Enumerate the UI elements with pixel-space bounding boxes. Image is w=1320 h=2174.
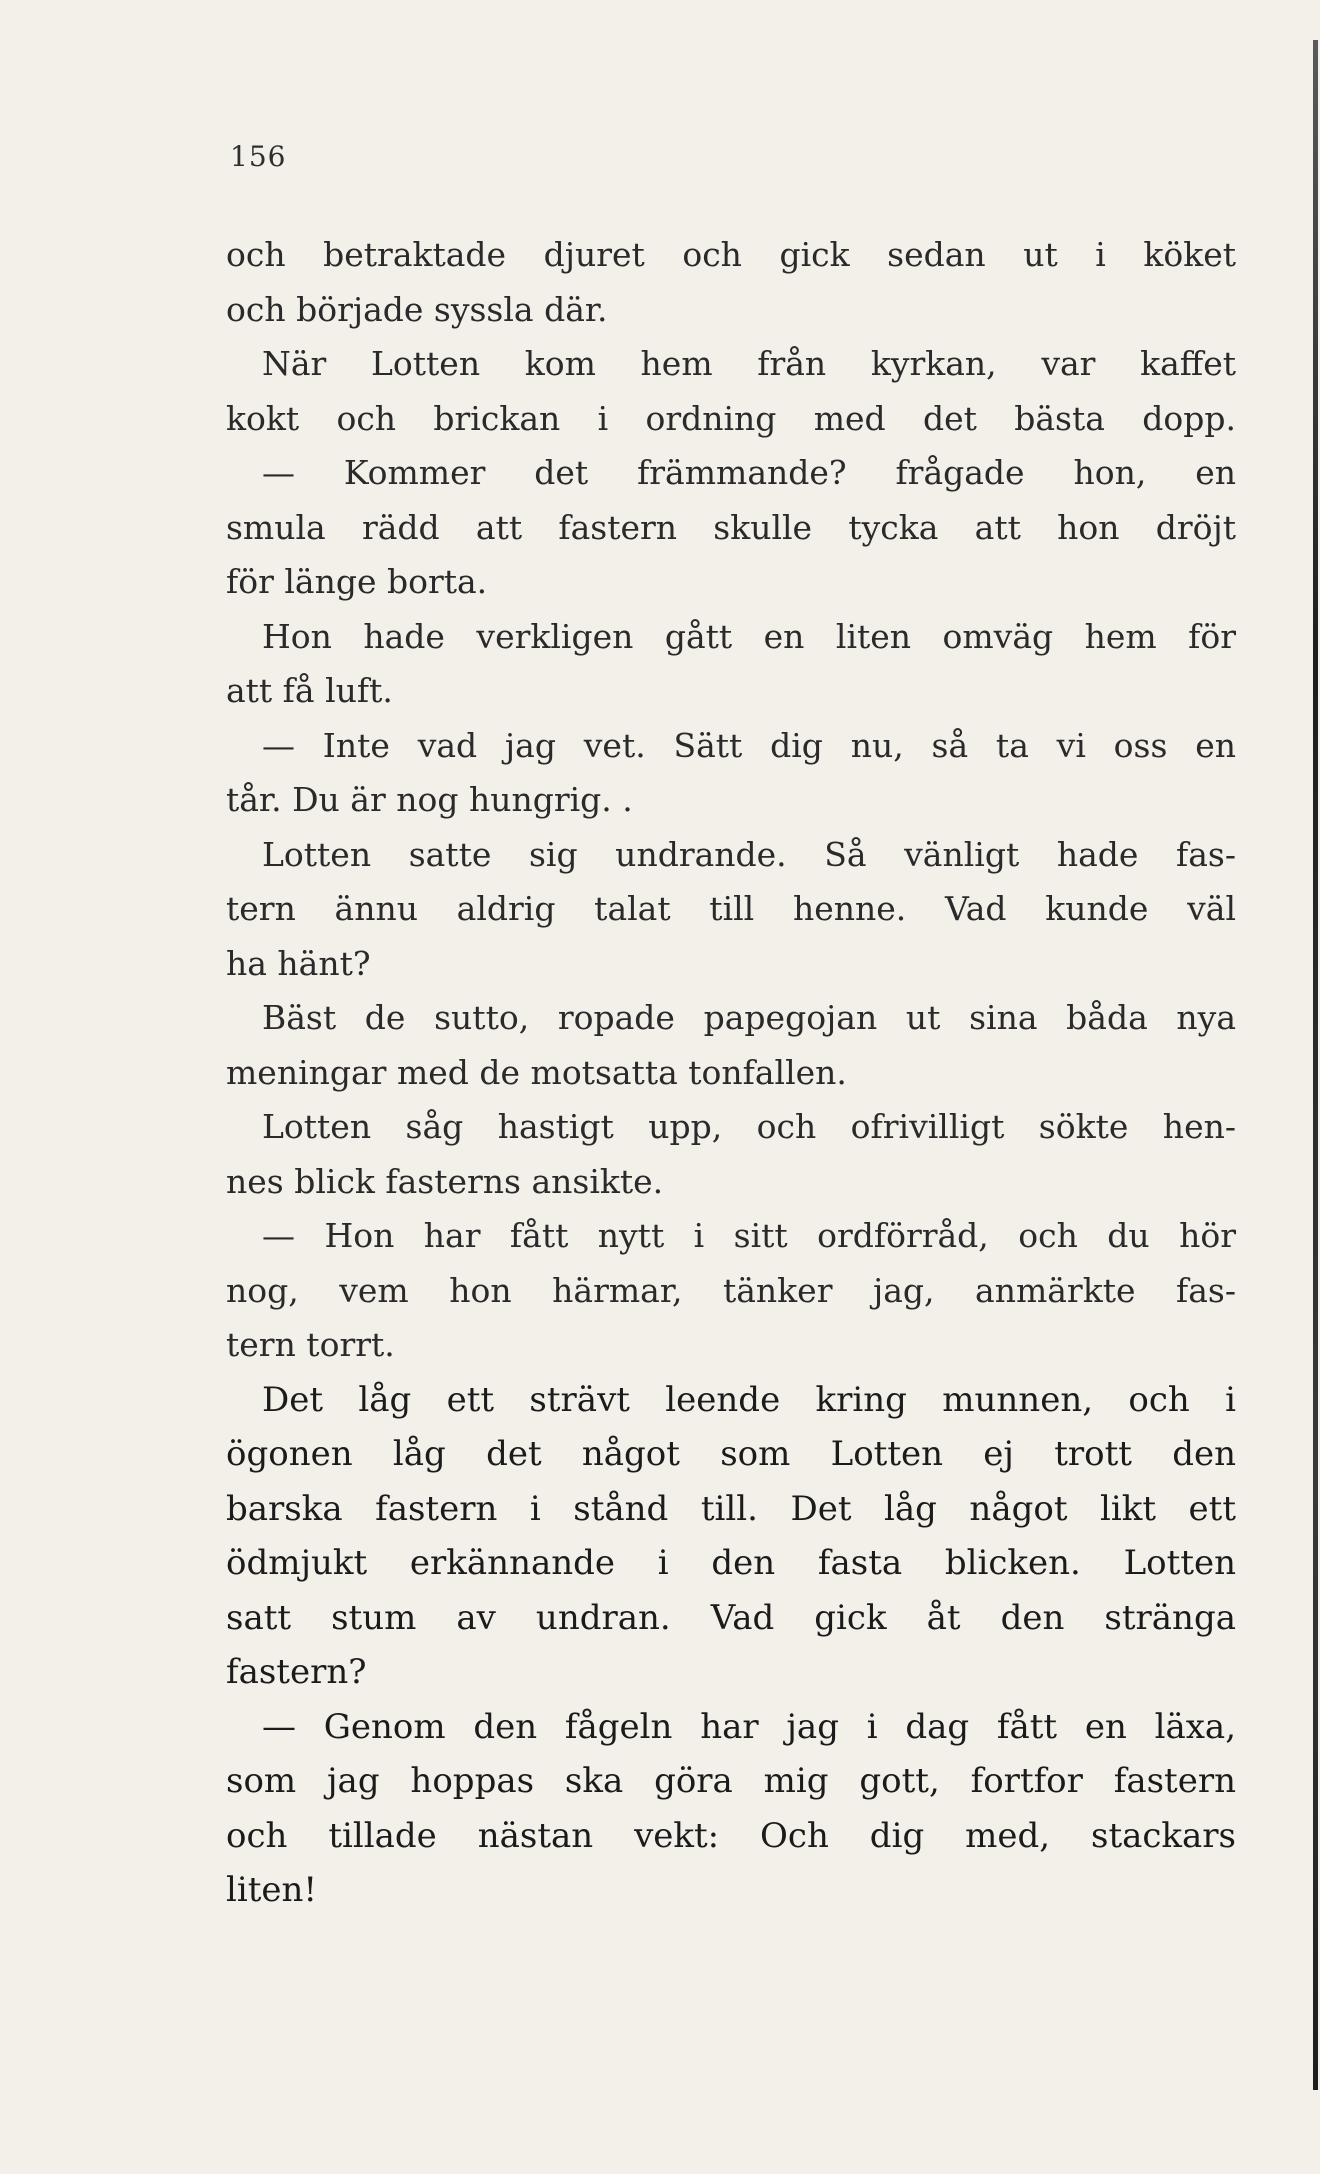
text-line: — Inte vad jag vet. Sätt dig nu, så ta vi oss en (262, 725, 1236, 765)
text-line: och betraktade djuret och gick sedan ut i köket (226, 235, 1236, 274)
text-line: och började syssla där. (226, 289, 608, 329)
text-line: Lotten satte sig undrande. Så vänligt hade fas- (262, 834, 1236, 874)
text-line: barska fastern i stånd till. Det låg något likt ett (226, 1488, 1236, 1529)
text-line: nes blick fasterns ansikte. (226, 1161, 664, 1201)
text-line: Bäst de sutto, ropade papegojan ut sina båda nya (262, 998, 1236, 1037)
text-line: ögonen låg det något som Lotten ej trott den (226, 1434, 1236, 1474)
text-line: Det låg ett strävt leende kring munnen, och i (262, 1379, 1236, 1420)
text-line: meningar med de motsatta tonfallen. (226, 1052, 847, 1092)
text-line: nog, vem hon härmar, tänker jag, anmärkte fas- (226, 1270, 1236, 1310)
page-number: 156 (230, 140, 287, 173)
text-line: för länge borta. (226, 562, 488, 601)
page-edge-shadow (1313, 40, 1318, 2090)
text-line: När Lotten kom hem från kyrkan, var kaffet (262, 344, 1236, 383)
text-line: Hon hade verkligen gått en liten omväg hem för (262, 616, 1236, 656)
text-line: tern torrt. (226, 1325, 395, 1364)
text-line: tern ännu aldrig talat till henne. Vad kunde väl (226, 889, 1236, 928)
text-line: ha hänt? (226, 943, 371, 983)
text-line: ödmjukt erkännande i den fasta blicken. Lotten (226, 1543, 1236, 1583)
text-line: att få luft. (226, 671, 393, 710)
text-line: — Genom den fågeln har jag i dag fått en läxa, (262, 1706, 1236, 1747)
body-text (226, 228, 1236, 1918)
text-line: och tillade nästan vekt: Och dig med, stackars (226, 1815, 1236, 1856)
text-line: tår. Du är nog hungrig. . (226, 780, 633, 819)
text-line: Lotten såg hastigt upp, och ofrivilligt sökte hen- (262, 1107, 1236, 1146)
text-line: satt stum av undran. Vad gick åt den stränga (226, 1597, 1236, 1638)
text-line: smula rädd att fastern skulle tycka att hon dröjt (226, 507, 1236, 547)
text-line: — Hon har fått nytt i sitt ordförråd, och du hör (262, 1216, 1236, 1255)
text-line: — Kommer det främmande? frågade hon, en (262, 453, 1236, 492)
text-line: som jag hoppas ska göra mig gott, fortfor fastern (226, 1761, 1236, 1801)
text-line: liten! (226, 1870, 318, 1910)
text-line: fastern? (226, 1652, 367, 1692)
text-line: kokt och brickan i ordning med det bästa dopp. (226, 398, 1236, 438)
